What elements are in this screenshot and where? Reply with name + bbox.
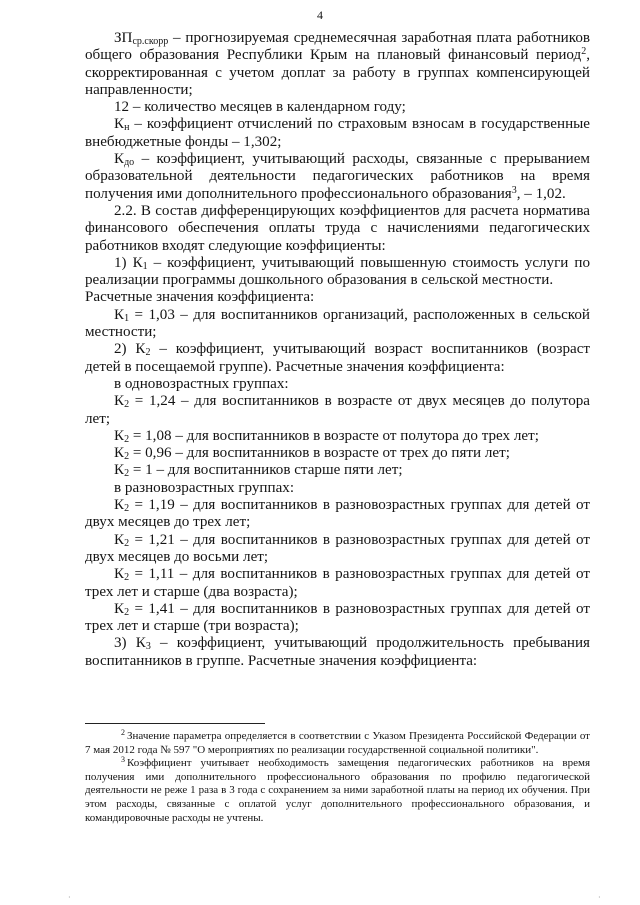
text-run: = 1,03 – для воспитанников организаций, расположенных в сельской местности; — [85, 306, 590, 341]
paragraph-kn — [85, 116, 590, 151]
text-run: К — [114, 531, 125, 548]
subscript: 2 — [145, 347, 151, 359]
paragraph-k2g — [85, 566, 590, 601]
text-run: ЗП — [114, 30, 133, 46]
paragraph-k1calc — [85, 289, 590, 306]
subscript: 2 — [124, 433, 130, 445]
subscript: 2 — [124, 537, 130, 549]
subscript: 3 — [145, 641, 151, 653]
text-run: – коэффициент, учитывающий продолжительность пребывания воспитанников в группе. Расчетные значения коэффициента: — [85, 635, 590, 669]
text-run: К — [114, 306, 125, 323]
footnote-2 — [85, 730, 590, 757]
text-run: К — [114, 445, 125, 462]
text-run: – коэффициент, учитывающий возраст воспитанников (возраст детей в посещаемой группе). Расчетные значения коэффициента: — [85, 341, 590, 375]
text-run: , – 1,02. — [516, 185, 566, 202]
text-run: К — [114, 566, 125, 583]
text-run: К — [114, 427, 125, 444]
footnote-3 — [85, 757, 590, 825]
paragraph-k2e — [85, 497, 590, 532]
paragraph-zp — [85, 30, 590, 99]
page-number: 4 — [317, 8, 323, 22]
paragraph-k3def — [85, 635, 590, 670]
text-run: = 1,41 – для воспитанников в разновозрастных группах для детей от трех лет и старше (три возраста); — [85, 600, 590, 635]
subscript: 2 — [124, 503, 130, 515]
footnote-mark: 3 — [121, 755, 125, 765]
paragraph-k2b — [85, 428, 590, 445]
text-run: 12 – количество месяцев в календарном году; — [114, 99, 406, 116]
subscript: 2 — [124, 606, 130, 618]
scan-artifact: · — [68, 893, 71, 902]
paragraph-k2a — [85, 393, 590, 428]
text-run: в разновозрастных группах: — [114, 479, 295, 496]
subscript: 2 — [124, 451, 130, 463]
footnote-separator — [85, 723, 265, 724]
text-run: – коэффициент отчислений по страховым взносам в государственные внебюджетные фонды – 1,302; — [85, 116, 590, 150]
subscript: 2 — [124, 572, 130, 584]
subscript: 2 — [124, 399, 130, 411]
text-run: в одновозрастных группах: — [114, 375, 289, 392]
text-run: К — [114, 116, 125, 133]
paragraph-k2d — [85, 462, 590, 479]
footnote-mark: 2 — [121, 728, 125, 737]
paragraph-k2h — [85, 601, 590, 636]
footnote-text: Значение параметра определяется в соответствии с Указом Президента Российской Федерации от 7 мая 2012 года № 597 "О мероприятиях по реализации государственной социальной политики". — [85, 730, 590, 756]
body-text — [85, 30, 590, 670]
subscript: до — [124, 157, 135, 169]
paragraph-k2def — [85, 341, 590, 376]
paragraph-s22 — [85, 203, 590, 255]
text-run: – коэффициент, учитывающий повышенную стоимость услуги по реализации программы дошкольного образования в сельской местности. — [85, 254, 590, 289]
text-run: К — [114, 497, 125, 514]
subscript: 1 — [124, 312, 130, 324]
text-run: = 0,96 – для воспитанников в возрасте от трех до пяти лет; — [129, 445, 510, 462]
text-run: 1) К — [114, 254, 143, 271]
paragraph-raznov — [85, 480, 590, 497]
text-run: К — [114, 151, 125, 168]
text-run: К — [114, 393, 125, 410]
text-run: = 1,21 – для воспитанников в разновозрастных группах для детей от двух месяцев до восьми лет; — [85, 531, 590, 565]
footnote-ref: 2 — [581, 46, 587, 58]
text-run: = 1,08 – для воспитанников в возрасте от полутора до трех лет; — [129, 427, 539, 444]
paragraph-k2f — [85, 532, 590, 567]
text-run: 2) К — [114, 341, 146, 358]
text-run: 2.2. В состав дифференцирующих коэффициентов для расчета норматива финансового обеспечения оплаты труда с начислениями педагогических работников входят следующие коэффициенты: — [85, 202, 590, 254]
paragraph-months — [85, 99, 590, 116]
text-run: = 1,11 – для воспитанников в разновозрастных группах для детей от трех лет и старше (два возраста); — [85, 566, 590, 600]
text-run: – коэффициент, учитывающий расходы, связанные с прерыванием образовательной деятельности педагогических работников на время получения ими дополнительного профессионального образования — [85, 151, 590, 202]
text-run: К — [114, 600, 125, 617]
text-run: = 1,24 – для воспитанников в возрасте от двух месяцев до полутора лет; — [85, 393, 590, 427]
footnotes — [85, 730, 590, 825]
subscript: 1 — [142, 260, 148, 272]
paragraph-kdo — [85, 151, 590, 203]
subscript: ср.скорр — [132, 36, 169, 47]
text-run: , скорректированная с учетом доплат за работу в группах компенсирующей направленности; — [85, 47, 590, 98]
subscript: 2 — [124, 468, 130, 480]
text-run: = 1 – для воспитанников старше пяти лет; — [129, 462, 403, 479]
subscript: н — [124, 122, 130, 134]
text-run: – прогнозируемая среднемесячная заработная плата работников общего образования Республики Крым на плановый финансовый период — [85, 30, 590, 64]
paragraph-k1v — [85, 307, 590, 342]
paragraph-odno — [85, 376, 590, 393]
text-run: К — [114, 462, 125, 479]
scan-artifact: · — [598, 893, 601, 902]
footnote-text: Коэффициент учитывает необходимость замещения педагогических работников на время получения ими дополнительного профессионального образования по профилю педагогической деятельности не реже 1 раза в 3 года с сохранением за ними заработной платы на период их обучения. При этом расходы, связанные с оплатой услуг дополнительного профессионального образования, и командировочные расходы не учтены. — [85, 757, 590, 824]
footnote-ref: 3 — [511, 184, 517, 196]
paragraph-k1def — [85, 255, 590, 290]
paragraph-k2c — [85, 445, 590, 462]
text-run: = 1,19 – для воспитанников в разновозрастных группах для детей от двух месяцев до трех лет; — [85, 497, 590, 531]
text-run: Расчетные значения коэффициента: — [85, 289, 315, 306]
text-run: 3) К — [114, 635, 146, 652]
